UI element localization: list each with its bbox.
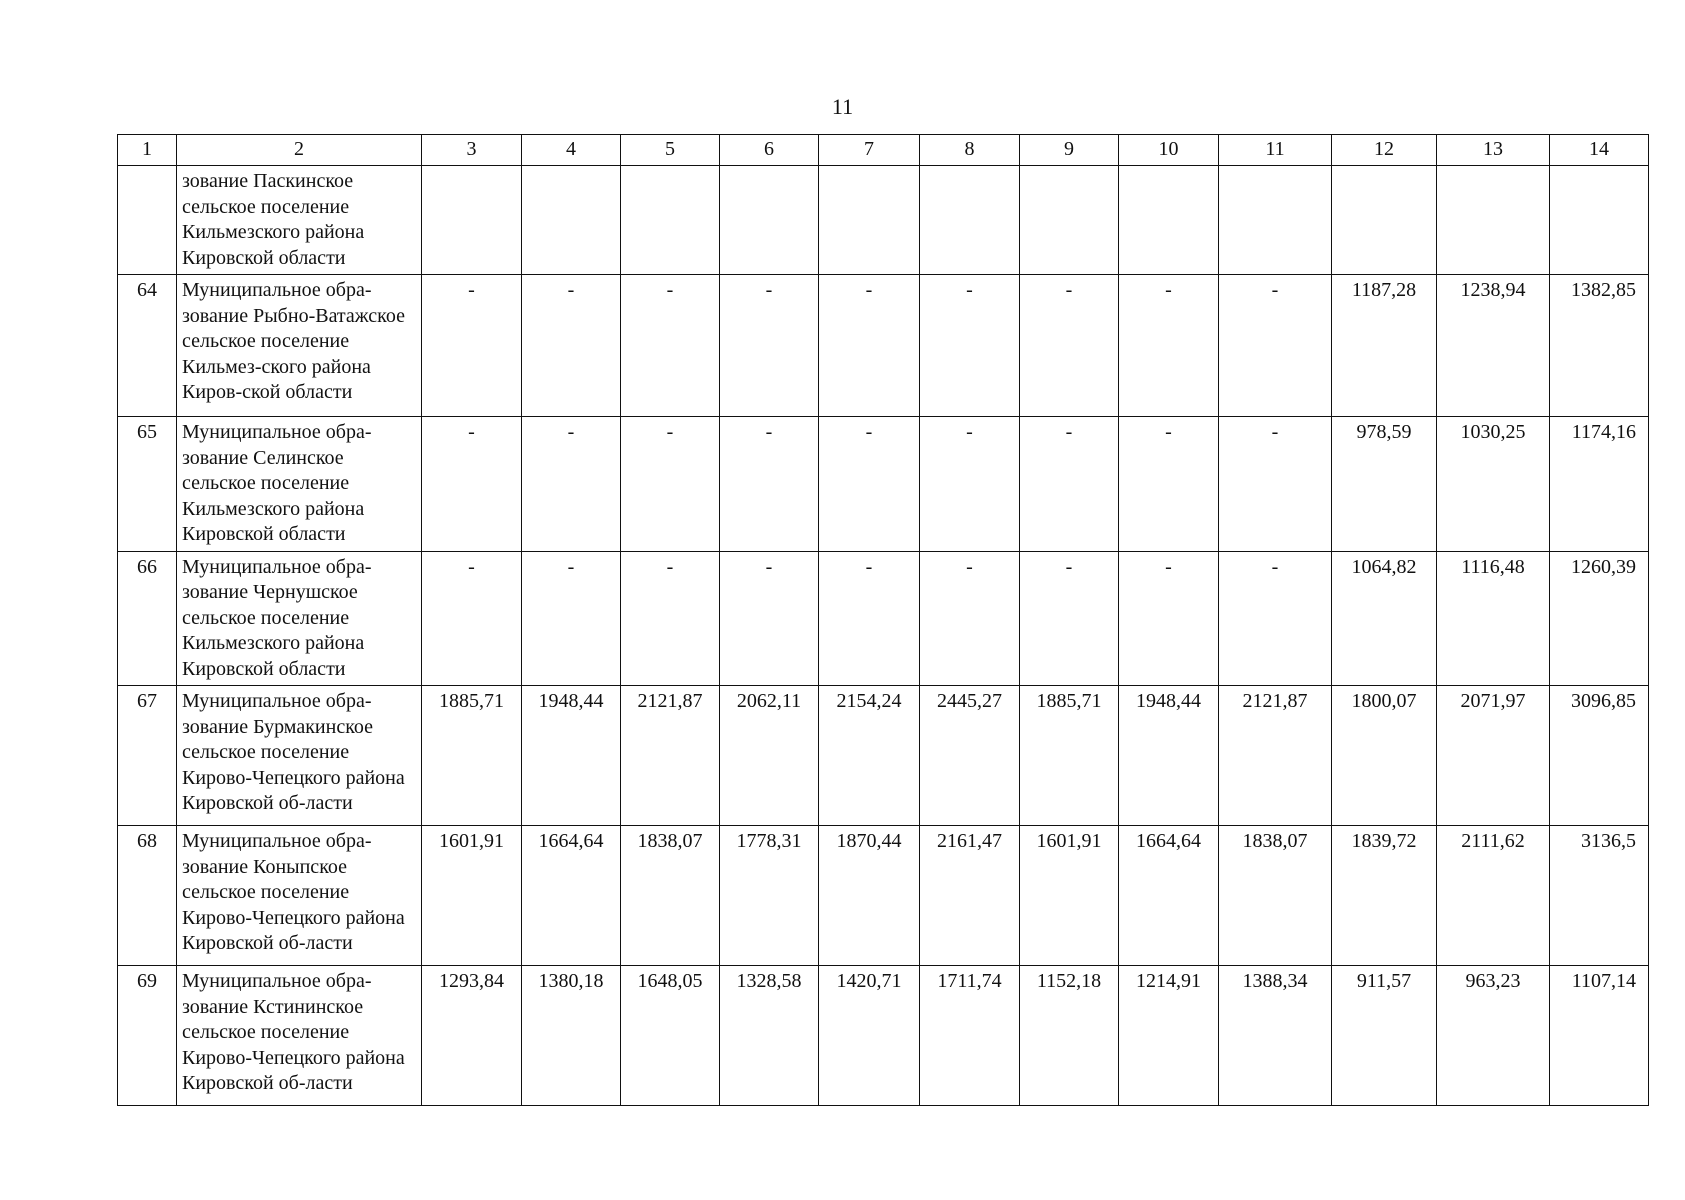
value-cell: 1838,07 — [621, 826, 720, 966]
column-header: 5 — [621, 135, 720, 166]
value-cell: 2154,24 — [819, 686, 920, 826]
table-row — [118, 826, 1649, 966]
value-cell: - — [522, 551, 621, 686]
value-cell: 1064,82 — [1332, 551, 1437, 686]
column-header: 10 — [1119, 135, 1219, 166]
table-row — [118, 686, 1649, 826]
value-cell: 1260,39 — [1550, 551, 1649, 686]
page-number: 11 — [831, 94, 854, 119]
column-header: 7 — [819, 135, 920, 166]
value-cell: - — [1219, 417, 1332, 552]
value-cell: - — [1219, 275, 1332, 417]
column-header: 2 — [177, 135, 422, 166]
value-cell — [1332, 166, 1437, 275]
value-cell: 1948,44 — [522, 686, 621, 826]
value-cell: 2071,97 — [1437, 686, 1550, 826]
value-cell: - — [1119, 275, 1219, 417]
value-cell — [621, 166, 720, 275]
value-cell: - — [720, 551, 819, 686]
municipality-name: Муниципальное обра-зование Рыбно-Ватажское сельское поселение Кильмез-ского района Киров-ской области — [177, 275, 422, 417]
value-cell: 1870,44 — [819, 826, 920, 966]
value-cell: 2121,87 — [621, 686, 720, 826]
value-cell: 2161,47 — [920, 826, 1020, 966]
value-cell: - — [1119, 551, 1219, 686]
value-cell: 1293,84 — [422, 966, 522, 1106]
value-cell: - — [621, 275, 720, 417]
value-cell: 2062,11 — [720, 686, 819, 826]
value-cell: 1116,48 — [1437, 551, 1550, 686]
table-row — [118, 966, 1649, 1106]
value-cell: 1420,71 — [819, 966, 920, 1106]
table-body — [118, 166, 1649, 1106]
municipality-name: Муниципальное обра-зование Кстининское сельское поселение Кирово-Чепецкого района Кировской об-ласти — [177, 966, 422, 1106]
table-row — [118, 275, 1649, 417]
value-cell: 1711,74 — [920, 966, 1020, 1106]
value-cell: 1601,91 — [422, 826, 522, 966]
value-cell: - — [1219, 551, 1332, 686]
value-cell: 1152,18 — [1020, 966, 1119, 1106]
municipality-name: зование Паскинское сельское поселение Кильмезского района Кировской области — [177, 166, 422, 275]
column-header: 8 — [920, 135, 1020, 166]
value-cell: 978,59 — [1332, 417, 1437, 552]
value-cell: 1778,31 — [720, 826, 819, 966]
value-cell — [1119, 166, 1219, 275]
value-cell: 1838,07 — [1219, 826, 1332, 966]
value-cell — [1020, 166, 1119, 275]
value-cell: 1601,91 — [1020, 826, 1119, 966]
row-number: 65 — [118, 417, 177, 552]
value-cell: 1664,64 — [1119, 826, 1219, 966]
table-row — [118, 551, 1649, 686]
value-cell: - — [720, 275, 819, 417]
value-cell: - — [720, 417, 819, 552]
value-cell — [1219, 166, 1332, 275]
value-cell: - — [522, 417, 621, 552]
value-cell: 1030,25 — [1437, 417, 1550, 552]
value-cell: 3136,5 — [1550, 826, 1649, 966]
row-number: 68 — [118, 826, 177, 966]
value-cell: - — [819, 551, 920, 686]
municipality-name: Муниципальное обра-зование Бурмакинское сельское поселение Кирово-Чепецкого района Кировской об-ласти — [177, 686, 422, 826]
row-number: 64 — [118, 275, 177, 417]
column-header: 1 — [118, 135, 177, 166]
value-cell: 1839,72 — [1332, 826, 1437, 966]
value-cell — [1550, 166, 1649, 275]
value-cell: 1214,91 — [1119, 966, 1219, 1106]
row-number — [118, 166, 177, 275]
municipality-name: Муниципальное обра-зование Чернушское сельское поселение Кильмезского района Кировской области — [177, 551, 422, 686]
value-cell: 1648,05 — [621, 966, 720, 1106]
value-cell: 963,23 — [1437, 966, 1550, 1106]
value-cell: 1800,07 — [1332, 686, 1437, 826]
value-cell: 911,57 — [1332, 966, 1437, 1106]
row-number: 69 — [118, 966, 177, 1106]
value-cell — [1437, 166, 1550, 275]
value-cell: - — [1119, 417, 1219, 552]
value-cell: - — [819, 275, 920, 417]
column-header: 6 — [720, 135, 819, 166]
value-cell: 1328,58 — [720, 966, 819, 1106]
value-cell: - — [819, 417, 920, 552]
column-header: 11 — [1219, 135, 1332, 166]
value-cell — [819, 166, 920, 275]
value-cell — [422, 166, 522, 275]
column-header: 13 — [1437, 135, 1550, 166]
value-cell: 1107,14 — [1550, 966, 1649, 1106]
value-cell: - — [920, 551, 1020, 686]
value-cell: 1238,94 — [1437, 275, 1550, 417]
column-header: 12 — [1332, 135, 1437, 166]
value-cell: 1948,44 — [1119, 686, 1219, 826]
value-cell: - — [1020, 275, 1119, 417]
value-cell: - — [422, 275, 522, 417]
header-row — [118, 135, 1649, 166]
data-table — [117, 134, 1649, 1106]
value-cell: - — [621, 551, 720, 686]
column-header: 3 — [422, 135, 522, 166]
value-cell: 1382,85 — [1550, 275, 1649, 417]
column-header: 4 — [522, 135, 621, 166]
value-cell: 1885,71 — [1020, 686, 1119, 826]
value-cell: 1174,16 — [1550, 417, 1649, 552]
value-cell: 2121,87 — [1219, 686, 1332, 826]
value-cell: 1885,71 — [422, 686, 522, 826]
column-header: 14 — [1550, 135, 1649, 166]
table-row — [118, 417, 1649, 552]
value-cell — [920, 166, 1020, 275]
value-cell: 3096,85 — [1550, 686, 1649, 826]
value-cell: 2445,27 — [920, 686, 1020, 826]
value-cell: - — [522, 275, 621, 417]
value-cell: - — [920, 275, 1020, 417]
value-cell: - — [621, 417, 720, 552]
value-cell: 1664,64 — [522, 826, 621, 966]
value-cell: - — [1020, 417, 1119, 552]
value-cell — [720, 166, 819, 275]
value-cell: 2111,62 — [1437, 826, 1550, 966]
column-header: 9 — [1020, 135, 1119, 166]
municipality-name: Муниципальное обра-зование Селинское сельское поселение Кильмезского района Кировской области — [177, 417, 422, 552]
value-cell: 1380,18 — [522, 966, 621, 1106]
value-cell: - — [422, 417, 522, 552]
value-cell: - — [1020, 551, 1119, 686]
value-cell — [522, 166, 621, 275]
value-cell: - — [422, 551, 522, 686]
value-cell: - — [920, 417, 1020, 552]
value-cell: 1187,28 — [1332, 275, 1437, 417]
row-number: 66 — [118, 551, 177, 686]
municipality-name: Муниципальное обра-зование Коныпское сельское поселение Кирово-Чепецкого района Кировской об-ласти — [177, 826, 422, 966]
row-number: 67 — [118, 686, 177, 826]
table-row — [118, 166, 1649, 275]
value-cell: 1388,34 — [1219, 966, 1332, 1106]
